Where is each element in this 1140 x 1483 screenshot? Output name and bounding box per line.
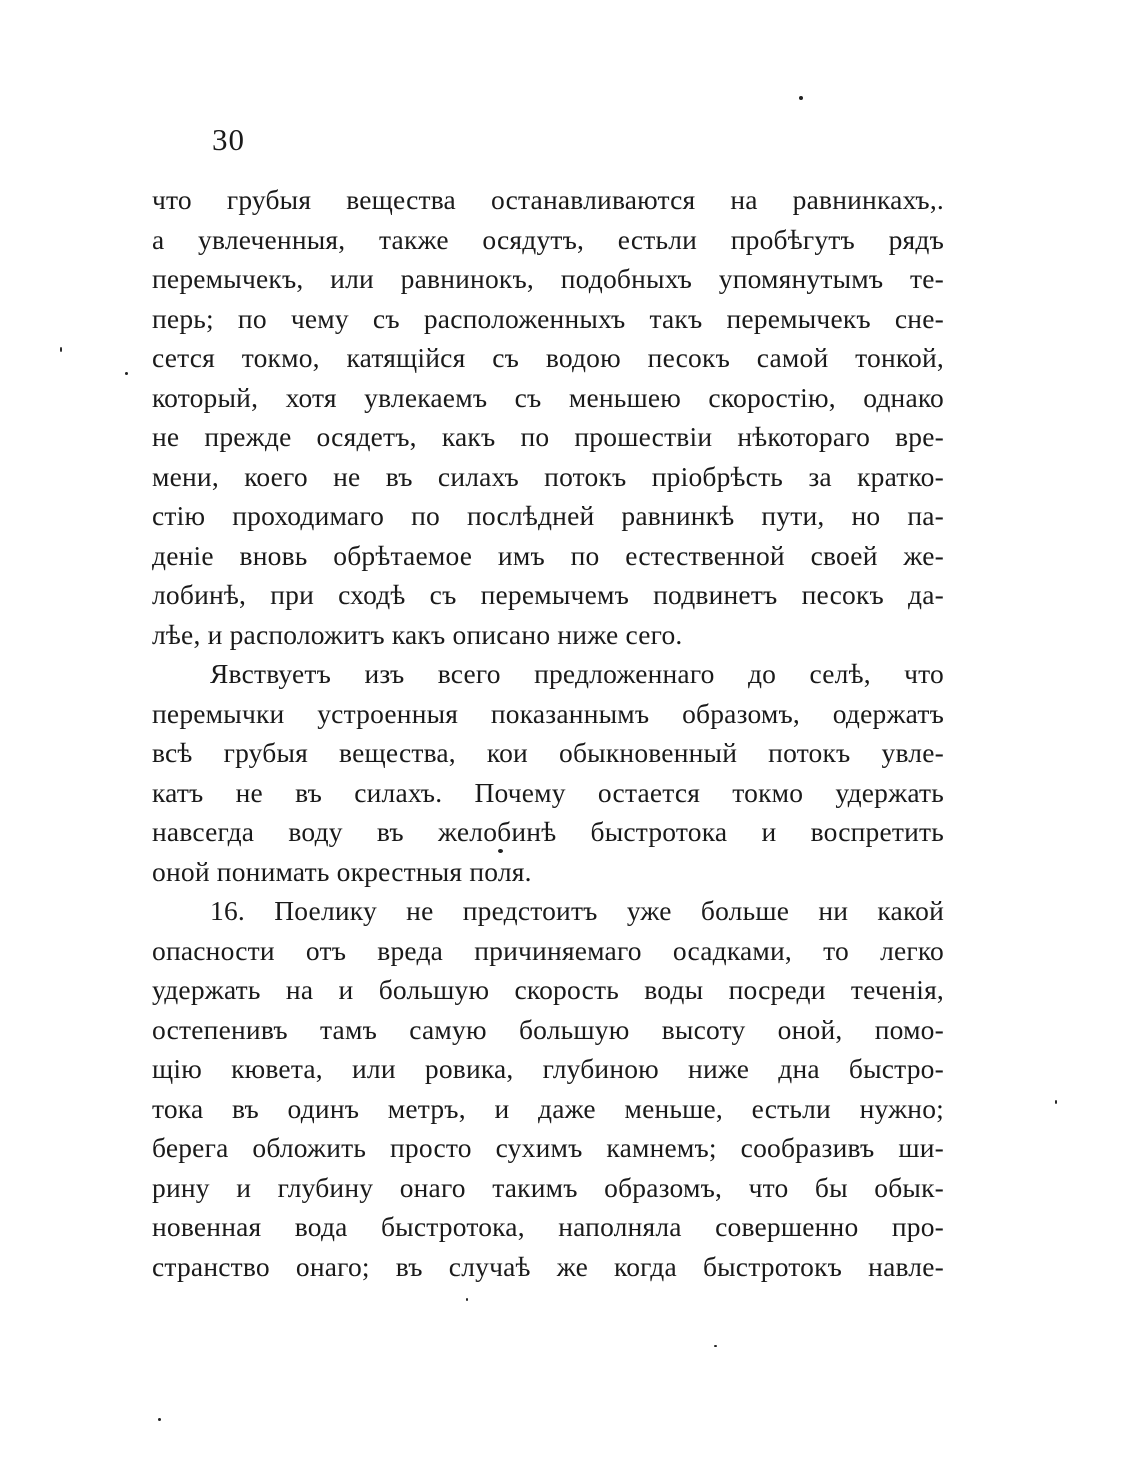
text-line: катъ не въ силахъ. Почему остается токмо удержать [152, 776, 944, 808]
speck [158, 1418, 161, 1421]
text-line: остепенивъ тамъ самую большую высоту оной, помо- [152, 1013, 944, 1045]
text-line: а увлеченныя, также осядутъ, естьли пробѣгутъ рядъ [152, 223, 944, 255]
text-line: новенная вода быстротока, наполняла совершенно про- [152, 1211, 944, 1242]
text-line: сется токмо, катящiйся съ водою песокъ самой тонкой, [152, 342, 944, 373]
text-line: перемычекъ, или равнинокъ, подобныхъ упомянутымъ те- [152, 263, 944, 294]
text-line: лѣе, и расположитъ какъ описано ниже сего. [152, 618, 683, 650]
text-line: оной понимать окрестныя поля. [152, 855, 532, 887]
speck [498, 849, 503, 853]
speck [714, 1345, 717, 1347]
text-line: не прежде осядетъ, какъ по прошествiи нѣкотораго вре- [152, 421, 944, 452]
text-line: стiю проходимаго по послѣдней равнинкѣ пути, но па- [152, 500, 944, 531]
text-line: что грубыя вещества останавливаются на равнинкахъ,. [152, 184, 944, 215]
text-line: всѣ грубыя вещества, кои обыкновенный потокъ увле- [152, 737, 944, 768]
text-line: перь; по чему съ расположенныхъ такъ перемычекъ сне- [152, 302, 944, 334]
text-line: денiе вновь обрѣтаемое имъ по естественной своей же- [152, 539, 944, 571]
speck [799, 96, 803, 100]
text-line: странство онаго; въ случаѣ же когда быстротокъ навле- [152, 1250, 944, 1282]
text-line: навсегда воду въ желобинѣ быстротока и воспретить [152, 816, 944, 847]
text-line: берега обложить просто сухимъ камнемъ; сообразивъ ши- [152, 1132, 944, 1163]
text-line: опасности отъ вреда причиняемаго осадками, то легко [152, 934, 944, 966]
text-line: лобинѣ, при сходѣ съ перемычемъ подвинетъ песокъ да- [152, 579, 944, 610]
text-line: который, хотя увлекаемъ съ меньшею скоростiю, однако [152, 381, 944, 413]
text-line: удержать на и большую скорость воды посреди теченiя, [152, 974, 944, 1005]
speck [1055, 1100, 1057, 1104]
text-line: рину и глубину онаго такимъ образомъ, что бы обык- [152, 1171, 944, 1203]
body-text [152, 180, 944, 1286]
page-number: 30 [212, 122, 245, 157]
text-line: 16. Поелику не предстоитъ уже больше ни какой [210, 895, 944, 926]
text-line: мени, коего не въ силахъ потокъ прiобрѣсть за кратко- [152, 460, 944, 492]
paragraph [152, 654, 944, 891]
text-line: тока въ одинъ метръ, и даже меньше, естьли нужно; [152, 1092, 944, 1124]
speck [466, 1298, 468, 1301]
speck [125, 372, 128, 375]
paragraph [152, 180, 944, 654]
speck [60, 347, 62, 352]
paragraph [152, 891, 944, 1286]
text-line: щiю кювета, или ровика, глубиною ниже дна быстро- [152, 1053, 944, 1084]
text-line: Явствуетъ изъ всего предложеннаго до селѣ, что [210, 658, 944, 689]
text-line: перемычки устроенныя показаннымъ образомъ, одержатъ [152, 697, 944, 729]
